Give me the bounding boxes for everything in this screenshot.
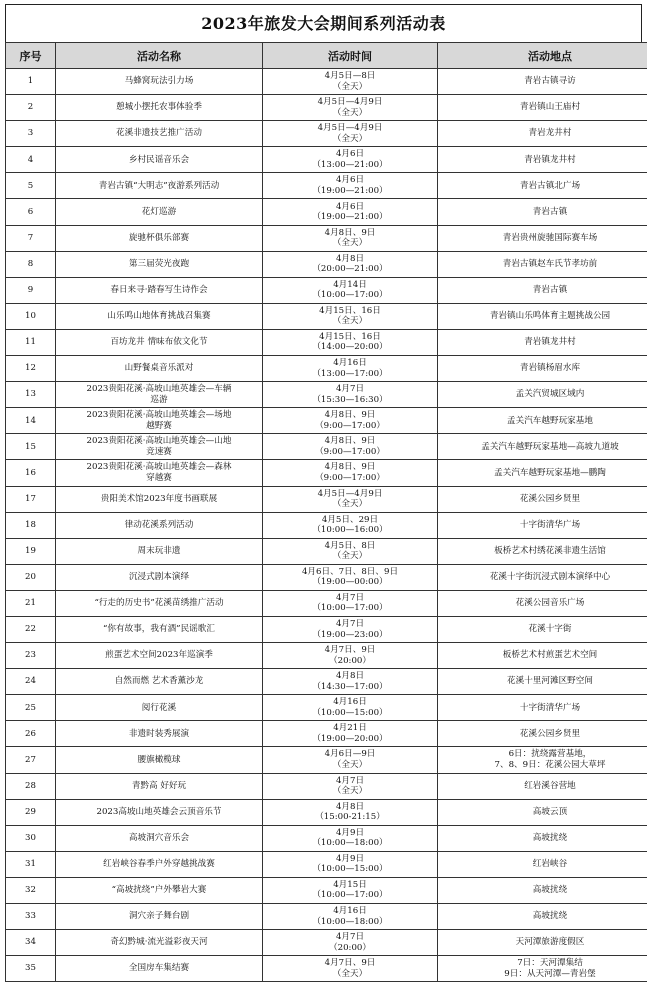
cell-activity-time: 4月8日、9日 （9:00—17:00） — [263, 460, 438, 486]
cell-activity-location: 高坡扰绕 — [438, 877, 647, 903]
cell-activity-time: 4月6日、7日、8日、9日 （19:00—00:00） — [263, 564, 438, 590]
cell-activity-time: 4月7日 （全天） — [263, 773, 438, 799]
cell-activity-time: 4月5日、8日 （全天） — [263, 538, 438, 564]
cell-activity-time: 4月8日 （20:00—21:00） — [263, 251, 438, 277]
cell-no: 26 — [6, 721, 56, 747]
cell-no: 11 — [6, 329, 56, 355]
table-row — [6, 512, 647, 538]
cell-activity-location: 7日：天河潭集结 9日：从天河潭—青岩堡 — [438, 956, 647, 982]
cell-activity-location: 青岩古镇赵车氏节孝坊前 — [438, 251, 647, 277]
cell-activity-name: 洞穴亲子舞台剧 — [56, 904, 263, 930]
cell-activity-location: 青岩贵州旋驰国际赛车场 — [438, 225, 647, 251]
cell-no: 29 — [6, 799, 56, 825]
cell-activity-time: 4月16日 （10:00—18:00） — [263, 904, 438, 930]
cell-activity-location: 青岩古镇北广场 — [438, 173, 647, 199]
cell-activity-name: 阅行花溪 — [56, 695, 263, 721]
cell-activity-location: 青岩镇龙井村 — [438, 329, 647, 355]
cell-no: 23 — [6, 643, 56, 669]
cell-activity-name: 2023贵阳花溪·高坡山地英雄会—森林 穿越赛 — [56, 460, 263, 486]
activity-table — [5, 42, 647, 982]
cell-activity-name: 周末玩非遗 — [56, 538, 263, 564]
cell-no: 12 — [6, 356, 56, 382]
cell-activity-name: 煎蛋艺术空间2023年巡演季 — [56, 643, 263, 669]
cell-activity-location: 高坡扰绕 — [438, 904, 647, 930]
cell-activity-location: 青岩龙井村 — [438, 121, 647, 147]
cell-activity-name: 律动花溪系列活动 — [56, 512, 263, 538]
cell-no: 15 — [6, 434, 56, 460]
cell-activity-location: 青岩镇山乐鸣体育主题挑战公园 — [438, 303, 647, 329]
cell-activity-time: 4月5日、29日 （10:00—16:00） — [263, 512, 438, 538]
cell-activity-name: 花灯巡游 — [56, 199, 263, 225]
cell-activity-name: 奇幻黔城·流光溢彩夜天河 — [56, 930, 263, 956]
cell-activity-location: 高坡云顶 — [438, 799, 647, 825]
cell-activity-name: 旋驰杯俱乐部赛 — [56, 225, 263, 251]
table-row — [6, 225, 647, 251]
cell-no: 9 — [6, 277, 56, 303]
cell-activity-time: 4月8日 （14:30—17:00） — [263, 669, 438, 695]
table-row — [6, 382, 647, 408]
cell-activity-location: 花溪十字街沉浸式剧本演绎中心 — [438, 564, 647, 590]
cell-activity-name: 2023高坡山地英雄会云顶音乐节 — [56, 799, 263, 825]
cell-activity-name: 贵阳美术馆2023年度书画联展 — [56, 486, 263, 512]
cell-activity-time: 4月9日 （10:00—18:00） — [263, 825, 438, 851]
cell-activity-time: 4月5日—4月9日 （全天） — [263, 121, 438, 147]
cell-activity-time: 4月8日、9日 （9:00—17:00） — [263, 408, 438, 434]
cell-activity-name: 自然而燃 艺术香薰沙龙 — [56, 669, 263, 695]
cell-activity-name: 青岩古镇“大明志”夜游系列活动 — [56, 173, 263, 199]
cell-activity-location: 孟关汽贸城区域内 — [438, 382, 647, 408]
cell-activity-location: 红岩溪谷营地 — [438, 773, 647, 799]
table-row — [6, 486, 647, 512]
header-name: 活动名称 — [56, 43, 263, 69]
cell-activity-time: 4月5日—4月9日 （全天） — [263, 95, 438, 121]
cell-activity-name: 春日来寻·踏春写生诗作会 — [56, 277, 263, 303]
cell-activity-name: 憩城小摆托农事体验季 — [56, 95, 263, 121]
table-row — [6, 69, 647, 95]
cell-activity-name: 山野餐桌音乐派对 — [56, 356, 263, 382]
cell-activity-location: 青岩古镇 — [438, 199, 647, 225]
cell-no: 25 — [6, 695, 56, 721]
header-row — [6, 43, 647, 69]
cell-activity-location: 青岩镇杨眉水库 — [438, 356, 647, 382]
table-body — [6, 69, 647, 982]
cell-activity-name: 百坊龙井 情味布依文化节 — [56, 329, 263, 355]
table-row — [6, 956, 647, 982]
cell-activity-name: 山乐鸣山地体育挑战召集赛 — [56, 303, 263, 329]
table-row — [6, 538, 647, 564]
cell-no: 21 — [6, 590, 56, 616]
cell-no: 6 — [6, 199, 56, 225]
cell-activity-location: 高坡扰绕 — [438, 825, 647, 851]
table-row — [6, 747, 647, 773]
cell-activity-location: 青岩古镇 — [438, 277, 647, 303]
cell-activity-name: 2023贵阳花溪·高坡山地英雄会—车辆 巡游 — [56, 382, 263, 408]
table-row — [6, 616, 647, 642]
table-row — [6, 773, 647, 799]
cell-activity-time: 4月7日 （20:00） — [263, 930, 438, 956]
cell-no: 3 — [6, 121, 56, 147]
cell-activity-time: 4月15日、16日 （全天） — [263, 303, 438, 329]
cell-activity-name: 2023贵阳花溪·高坡山地英雄会—场地 越野赛 — [56, 408, 263, 434]
cell-activity-name: 乡村民谣音乐会 — [56, 147, 263, 173]
cell-activity-name: “行走的历史书”花溪苗绣推广活动 — [56, 590, 263, 616]
table-row — [6, 930, 647, 956]
cell-no: 20 — [6, 564, 56, 590]
table-row — [6, 590, 647, 616]
table-row — [6, 564, 647, 590]
table-row — [6, 695, 647, 721]
cell-no: 24 — [6, 669, 56, 695]
cell-activity-time: 4月7日、9日 （全天） — [263, 956, 438, 982]
cell-no: 5 — [6, 173, 56, 199]
table-row — [6, 904, 647, 930]
cell-activity-time: 4月16日 （13:00—17:00） — [263, 356, 438, 382]
cell-no: 13 — [6, 382, 56, 408]
header-no: 序号 — [6, 43, 56, 69]
cell-activity-time: 4月7日 （15:30—16:30） — [263, 382, 438, 408]
cell-activity-location: 青岩古镇寻访 — [438, 69, 647, 95]
cell-activity-location: 花溪公园乡贤里 — [438, 486, 647, 512]
cell-no: 19 — [6, 538, 56, 564]
cell-activity-name: 非遗时装秀展演 — [56, 721, 263, 747]
cell-no: 4 — [6, 147, 56, 173]
table-row — [6, 251, 647, 277]
cell-activity-time: 4月6日 （19:00—21:00） — [263, 199, 438, 225]
cell-activity-location: 十字街清华广场 — [438, 695, 647, 721]
table-row — [6, 799, 647, 825]
cell-activity-location: 6日：扰绕露营基地， 7、8、9日：花溪公园大草坪 — [438, 747, 647, 773]
cell-no: 34 — [6, 930, 56, 956]
cell-no: 2 — [6, 95, 56, 121]
cell-no: 33 — [6, 904, 56, 930]
cell-activity-time: 4月8日、9日 （9:00—17:00） — [263, 434, 438, 460]
cell-activity-time: 4月15日 （10:00—17:00） — [263, 877, 438, 903]
cell-activity-name: 2023贵阳花溪·高坡山地英雄会—山地 竞速赛 — [56, 434, 263, 460]
table-row — [6, 356, 647, 382]
cell-no: 1 — [6, 69, 56, 95]
cell-activity-time: 4月7日 （19:00—23:00） — [263, 616, 438, 642]
cell-activity-time: 4月21日 （19:00—20:00） — [263, 721, 438, 747]
cell-activity-location: 花溪公园乡贤里 — [438, 721, 647, 747]
cell-no: 35 — [6, 956, 56, 982]
cell-activity-time: 4月5日—4月9日 （全天） — [263, 486, 438, 512]
cell-activity-location: 花溪十字街 — [438, 616, 647, 642]
cell-activity-time: 4月8日 （15:00-21:15） — [263, 799, 438, 825]
cell-activity-time: 4月5日—8日 （全天） — [263, 69, 438, 95]
cell-no: 28 — [6, 773, 56, 799]
activity-sheet — [5, 4, 642, 982]
table-row — [6, 329, 647, 355]
table-row — [6, 199, 647, 225]
table-row — [6, 851, 647, 877]
cell-activity-location: 青岩镇龙井村 — [438, 147, 647, 173]
table-row — [6, 825, 647, 851]
cell-activity-time: 4月15日、16日 （14:00—20:00） — [263, 329, 438, 355]
cell-activity-location: 孟关汽车越野玩家基地 — [438, 408, 647, 434]
cell-activity-name: 马蜂窝玩法引力场 — [56, 69, 263, 95]
cell-activity-location: 板桥艺术村绣花溪非遗生活馆 — [438, 538, 647, 564]
cell-no: 10 — [6, 303, 56, 329]
table-row — [6, 95, 647, 121]
cell-activity-name: “高坡扰绕”户外攀岩大赛 — [56, 877, 263, 903]
cell-activity-name: 全国房车集结赛 — [56, 956, 263, 982]
cell-no: 14 — [6, 408, 56, 434]
cell-activity-name: 腰旗橄榄球 — [56, 747, 263, 773]
cell-no: 31 — [6, 851, 56, 877]
table-row — [6, 434, 647, 460]
cell-activity-time: 4月9日 （10:00—15:00） — [263, 851, 438, 877]
cell-activity-location: 花溪公园音乐广场 — [438, 590, 647, 616]
table-row — [6, 147, 647, 173]
cell-activity-time: 4月6日 （19:00—21:00） — [263, 173, 438, 199]
table-row — [6, 669, 647, 695]
table-row — [6, 277, 647, 303]
cell-activity-name: 高坡洞穴音乐会 — [56, 825, 263, 851]
cell-activity-location: 孟关汽车越野玩家基地—高坡九道坡 — [438, 434, 647, 460]
table-row — [6, 460, 647, 486]
header-time: 活动时间 — [263, 43, 438, 69]
cell-activity-location: 十字街清华广场 — [438, 512, 647, 538]
table-title: 2023年旅发大会期间系列活动表 — [5, 4, 642, 42]
cell-activity-location: 孟关汽车越野玩家基地—鹏陶 — [438, 460, 647, 486]
table-row — [6, 173, 647, 199]
cell-no: 22 — [6, 616, 56, 642]
cell-no: 17 — [6, 486, 56, 512]
cell-activity-time: 4月16日 （10:00—15:00） — [263, 695, 438, 721]
cell-no: 8 — [6, 251, 56, 277]
cell-activity-location: 花溪十里河滩区野空间 — [438, 669, 647, 695]
cell-no: 18 — [6, 512, 56, 538]
cell-no: 27 — [6, 747, 56, 773]
cell-activity-name: “你有故事，我有酒”民谣歌汇 — [56, 616, 263, 642]
cell-activity-location: 板桥艺术村煎蛋艺术空间 — [438, 643, 647, 669]
cell-activity-location: 天河潭旅游度假区 — [438, 930, 647, 956]
cell-activity-name: 花溪非遗技艺推广活动 — [56, 121, 263, 147]
cell-no: 30 — [6, 825, 56, 851]
cell-activity-time: 4月7日、9日 （20:00） — [263, 643, 438, 669]
table-row — [6, 877, 647, 903]
cell-no: 16 — [6, 460, 56, 486]
cell-activity-name: 沉浸式剧本演绎 — [56, 564, 263, 590]
cell-activity-time: 4月8日、9日 （全天） — [263, 225, 438, 251]
cell-activity-time: 4月14日 （10:00—17:00） — [263, 277, 438, 303]
table-row — [6, 121, 647, 147]
cell-activity-location: 红岩峡谷 — [438, 851, 647, 877]
cell-activity-name: 青黔高 好好玩 — [56, 773, 263, 799]
cell-activity-name: 红岩峡谷春季户外穿越挑战赛 — [56, 851, 263, 877]
cell-activity-time: 4月6日—9日 （全天） — [263, 747, 438, 773]
cell-no: 32 — [6, 877, 56, 903]
cell-activity-time: 4月6日 （13:00—21:00） — [263, 147, 438, 173]
cell-activity-name: 第三届荧光夜跑 — [56, 251, 263, 277]
header-location: 活动地点 — [438, 43, 647, 69]
table-row — [6, 643, 647, 669]
table-row — [6, 408, 647, 434]
table-row — [6, 303, 647, 329]
cell-activity-location: 青岩镇山王庙村 — [438, 95, 647, 121]
cell-no: 7 — [6, 225, 56, 251]
cell-activity-time: 4月7日 （10:00—17:00） — [263, 590, 438, 616]
table-row — [6, 721, 647, 747]
